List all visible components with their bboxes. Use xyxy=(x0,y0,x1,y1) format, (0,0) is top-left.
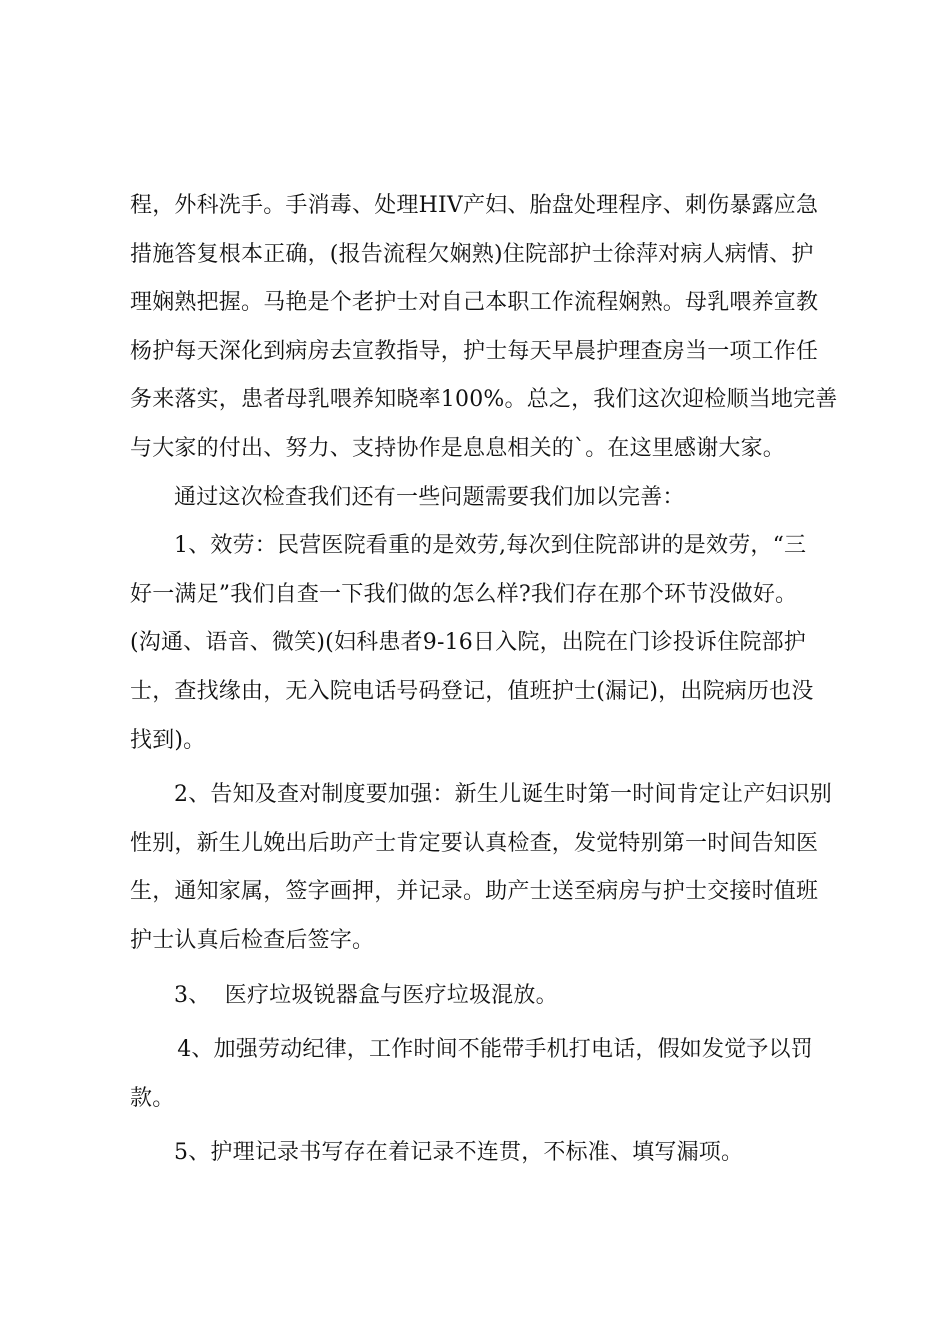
paragraph-5 xyxy=(0,972,950,1021)
text-line: 2、告知及查对制度要加强：新生儿诞生时第一时间肯定让产妇识别 xyxy=(174,782,832,808)
paragraph-6 xyxy=(0,1026,950,1123)
paragraph-2 xyxy=(0,474,950,523)
paragraph-1 xyxy=(0,182,950,474)
text-line: 程，外科洗手。手消毒、处理HIV产妇、胎盘处理程序、刺伤暴露应急 xyxy=(130,193,819,218)
text-line: 措施答复根本正确，(报告流程欠娴熟)住院部护士徐萍对病人病情、护 xyxy=(130,241,814,267)
text-line: 士，查找缘由，无入院电话号码登记，值班护士(漏记)，出院病历也没 xyxy=(130,678,814,704)
paragraph-7 xyxy=(0,1129,950,1178)
text-line: 5、护理记录书写存在着记录不连贯，不标准、填写漏项。 xyxy=(174,1140,744,1166)
text-line: 4、加强劳动纪律，工作时间不能带手机打电话，假如发觉予以罚 xyxy=(170,1037,813,1063)
text-line: 杨护每天深化到病房去宣教指导，护士每天早晨护理查房当一项工作任 xyxy=(130,338,819,364)
text-line: 好一满足”我们自查一下我们做的怎么样?我们存在那个环节没做好。 xyxy=(130,581,798,607)
text-line: 3、 医疗垃圾锐器盒与医疗垃圾混放。 xyxy=(174,982,558,1008)
text-line: 通过这次检查我们还有一些问题需要我们加以完善： xyxy=(174,484,685,510)
text-line: 找到)。 xyxy=(130,727,206,753)
text-line: 性别，新生儿娩出后助产士肯定要认真检查，发觉特别第一时间告知医 xyxy=(130,830,819,856)
text-line: 与大家的付出、努力、支持协作是息息相关的`。在这里感谢大家。 xyxy=(130,435,786,461)
text-line: 护士认真后检查后签字。 xyxy=(130,927,375,953)
paragraph-3 xyxy=(0,522,950,765)
text-line: (沟通、语音、微笑)(妇科患者9-16日入院，出院在门诊投诉住院部护 xyxy=(130,630,806,656)
paragraph-4 xyxy=(0,771,950,965)
text-line: 生，通知家属，签字画押，并记录。助产士送至病房与护士交接时值班 xyxy=(130,879,819,905)
text-line: 务来落实，患者母乳喂养知晓率100%。总之，我们这次迎检顺当地完善 xyxy=(130,387,838,413)
text-line: 1、效劳：民营医院看重的是效劳,每次到住院部讲的是效劳，“三 xyxy=(174,533,807,559)
document-body xyxy=(0,182,950,1178)
text-line: 理娴熟把握。马艳是个老护士对自己本职工作流程娴熟。母乳喂养宣教 xyxy=(130,290,819,316)
text-line: 款。 xyxy=(130,1085,175,1111)
